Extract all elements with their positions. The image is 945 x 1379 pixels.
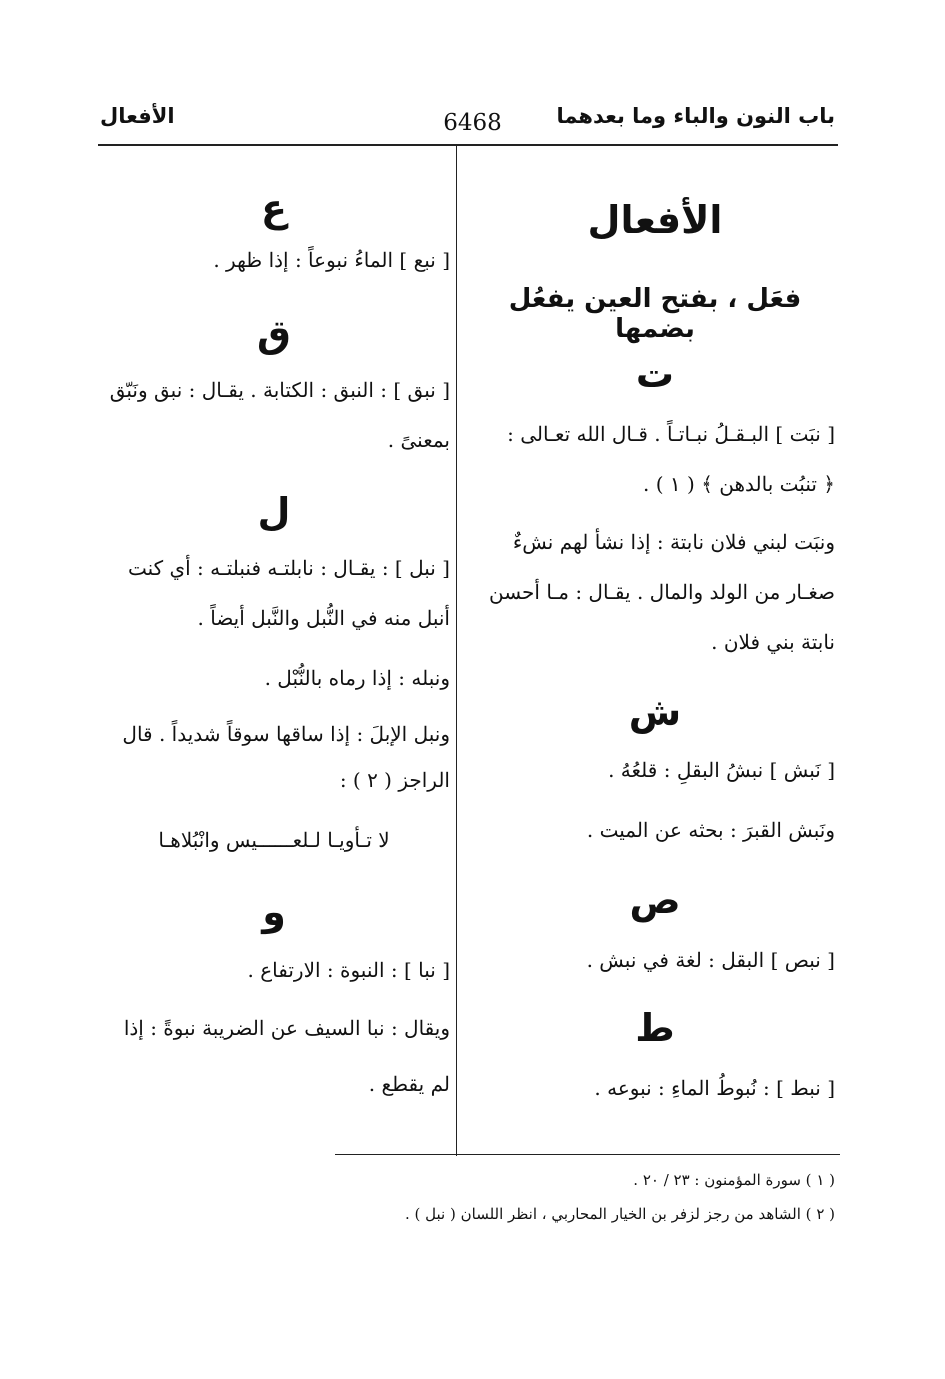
letter-heading-q: ق xyxy=(257,312,291,356)
entry-line: [ نبط ] : نُبوطُ الماءِ : نبوعه . xyxy=(594,1076,835,1100)
footnote-2: ( ٢ ) الشاهد من رجز لزفر بن الخيار المحاربي ، انظر اللسان ( نبل ) . xyxy=(405,1205,835,1223)
entry-line: ﴿ تنبُت بالدهن ﴾ ( ١ ) . xyxy=(643,472,835,496)
page-number: 6468 xyxy=(443,110,502,136)
entry-line: [ نبع ] الماءُ نبوعاً : إذا ظهر . xyxy=(213,248,450,272)
entry-line: [ نَبش ] نبشُ البقلِ : قلعُهُ . xyxy=(608,758,835,782)
verse-line: لا تـأويـا لـلعــــــيس وانْبُلاهـا xyxy=(158,828,390,852)
entry-line: صغـار من الولد والمال . يقـال : مـا أحسن xyxy=(488,580,835,604)
column-divider xyxy=(456,146,457,1156)
entry-line: [ نبَت ] البـقـلُ نبـاتـاً . قـال الله تعـالى : xyxy=(507,422,835,446)
entry-line: ونبله : إذا رماه بالنُّبْل . xyxy=(264,666,450,690)
entry-line: نابتة بني فلان . xyxy=(711,630,835,654)
entry-line: ويقال : نبا السيف عن الضريبة نبوةً : إذا xyxy=(123,1016,450,1040)
entry-line: [ نبل ] : يقـال : نابلتـه فنبلتـه : أي كنت xyxy=(127,556,450,580)
letter-heading-t: ت xyxy=(635,352,675,396)
entry-line: [ نبص ] البقل : لغة في نبش . xyxy=(586,948,835,972)
footnote-rule xyxy=(335,1154,840,1155)
section-title: الأفعال xyxy=(587,198,723,242)
entry-line: أنبل منه في النُّبل والنَّبل أيضاً . xyxy=(197,606,450,630)
letter-heading-ain: ع xyxy=(261,186,287,230)
letter-heading-sh: ش xyxy=(628,690,682,734)
running-header-section: الأفعال xyxy=(100,104,175,128)
letter-heading-tt: ط xyxy=(635,1006,675,1050)
entry-line: الراجز ( ٢ ) : xyxy=(339,768,450,792)
entry-line: ونبَت لبني فلان نابتة : إذا نشأ لهم نشءٌ xyxy=(512,530,835,554)
entry-line: بمعنىً . xyxy=(387,428,450,452)
letter-heading-s: ص xyxy=(629,878,681,922)
entry-line: ونبل الإبلَ : إذا ساقها سوقاً شديداً . قال xyxy=(122,722,450,746)
section-subtitle: فعَل ، بفتح العين يفعُل بضمها xyxy=(508,284,802,344)
footnote-1: ( ١ ) سورة المؤمنون : ٢٣ / ٢٠ . xyxy=(633,1171,835,1189)
entry-line: [ نبق ] : النبق : الكتابة . يقـال : نبق ونَبّق xyxy=(109,378,450,402)
letter-heading-l: ل xyxy=(257,490,291,534)
entry-line: ونَبش القبرَ : بحثه عن الميت . xyxy=(586,818,835,842)
letter-heading-w: و xyxy=(262,890,286,934)
header-rule xyxy=(98,144,838,146)
running-header-chapter: باب النون والباء وما بعدهما xyxy=(556,104,835,128)
entry-line: لم يقطع . xyxy=(368,1072,450,1096)
entry-line: [ نبا ] : النبوة : الارتفاع . xyxy=(247,958,450,982)
